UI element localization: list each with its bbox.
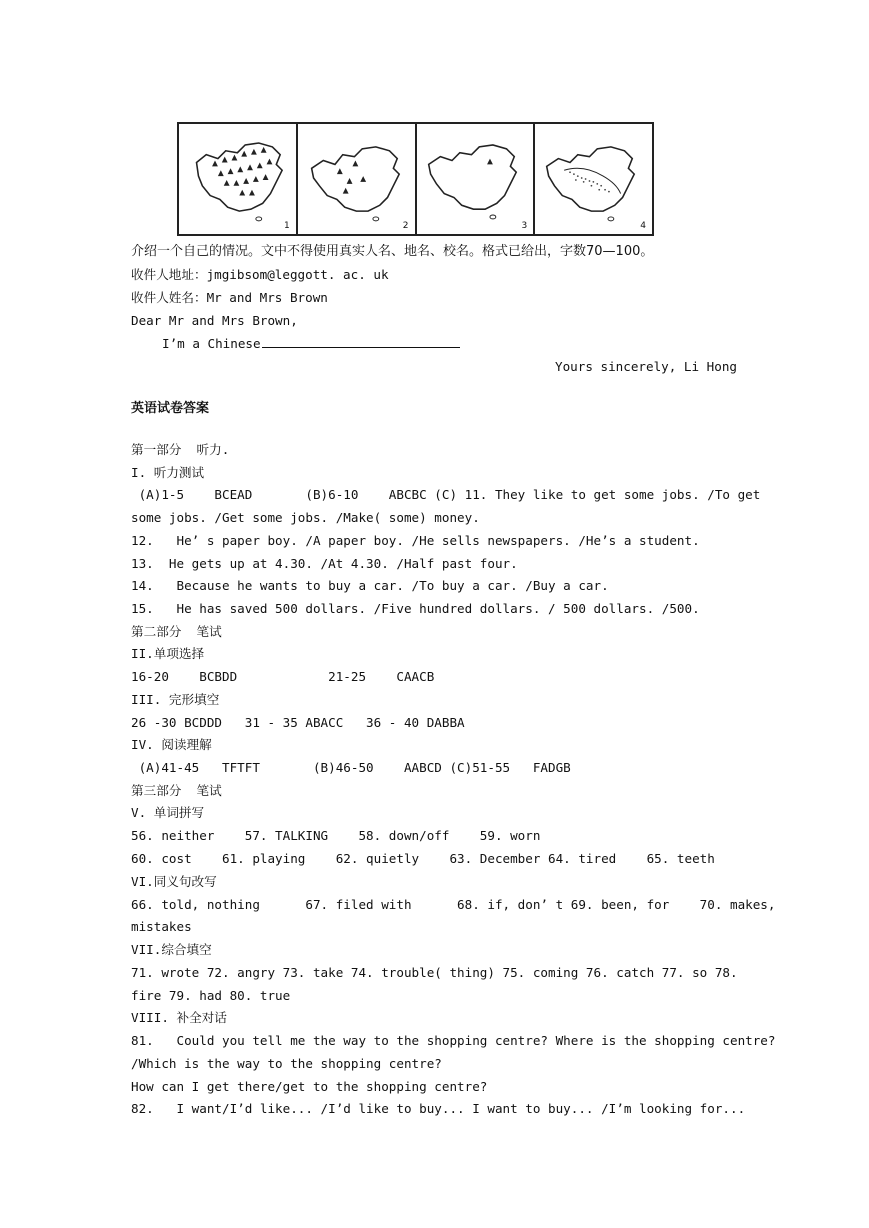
answer-line: 60. cost 61. playing 62. quietly 63. December 64. tired 65. teeth — [131, 851, 715, 866]
answer-line: 66. told, nothing 67. filed with 68. if, don’ t 69. been, for 70. makes, — [131, 897, 776, 912]
china-map-desert-illustration — [535, 124, 652, 234]
recipient-address: 收件人地址：jmgibsom@leggott. ac. uk — [131, 267, 389, 282]
writing-blank — [262, 346, 460, 348]
map-label-4: 4 — [640, 221, 646, 231]
answer-line: VIII. 补全对话 — [131, 1010, 227, 1025]
answer-line: VII.综合填空 — [131, 942, 212, 957]
china-maps-strip — [177, 122, 654, 236]
letter-closing: Yours sincerely, Li Hong — [555, 359, 737, 374]
map-label-2: 2 — [402, 221, 409, 231]
map-panel-4 — [535, 124, 652, 234]
answer-line: II.单项选择 — [131, 646, 205, 661]
map-panel-2 — [298, 124, 417, 234]
answer-line: 56. neither 57. TALKING 58. down/off 59. worn — [131, 828, 541, 843]
answer-line: V. 单词拼写 — [131, 805, 205, 820]
answer-line: 15. He has saved 500 dollars. /Five hundred dollars. / 500 dollars. /500. — [131, 601, 700, 616]
writing-instruction: 介绍一个自己的情况。文中不得使用真实人名、地名、校名。格式已给出，字数70—100。 — [131, 244, 654, 259]
answer-line: 26 -30 BCDDD 31 - 35 ABACC 36 - 40 DABBA — [131, 715, 465, 730]
answer-line: VI.同义句改写 — [131, 874, 217, 889]
answer-line: (A)1-5 BCEAD (B)6-10 ABCBC (C) 11. They like to get some jobs. /To get — [131, 487, 761, 502]
answers-title: 英语试卷答案 — [131, 401, 210, 416]
answer-line: 81. Could you tell me the way to the shopping centre? Where is the shopping centre? — [131, 1033, 776, 1048]
answer-line: 第三部分 笔试 — [131, 783, 222, 798]
answer-line: 16-20 BCBDD 21-25 CAACB — [131, 669, 435, 684]
answer-line: 71. wrote 72. angry 73. take 74. trouble( thing) 75. coming 76. catch 77. so 78. — [131, 965, 738, 980]
answer-line: How can I get there/get to the shopping centre? — [131, 1079, 488, 1094]
answer-line: 82. I want/I’d like... /I’d like to buy... I want to buy... /I’m looking for... — [131, 1101, 746, 1116]
letter-opening-line — [162, 333, 460, 357]
answer-line: 14. Because he wants to buy a car. /To buy a car. /Buy a car. — [131, 578, 609, 593]
answer-line: some jobs. /Get some jobs. /Make( some) money. — [131, 510, 480, 525]
china-map-single-tree-illustration — [417, 124, 534, 234]
answer-line: 12. He’ s paper boy. /A paper boy. /He sells newspapers. /He’s a student. — [131, 533, 700, 548]
map-label-1: 1 — [284, 221, 290, 231]
answer-line: 第一部分 听力. — [131, 442, 230, 457]
map-label-3: 3 — [521, 221, 528, 231]
answer-line: IV. 阅读理解 — [131, 737, 212, 752]
map-panel-1 — [179, 124, 298, 234]
map-panel-3 — [417, 124, 536, 234]
answer-line: 13. He gets up at 4.30. /At 4.30. /Half past four. — [131, 556, 518, 571]
answer-line: fire 79. had 80. true — [131, 988, 291, 1003]
china-map-trees-illustration — [179, 124, 296, 234]
answer-line: III. 完形填空 — [131, 692, 220, 707]
answer-line: (A)41-45 TFTFT (B)46-50 AABCD (C)51-55 FADGB — [131, 760, 571, 775]
china-map-fewer-trees-illustration — [298, 124, 415, 234]
answer-line: 第二部分 笔试 — [131, 624, 222, 639]
letter-opening: I’m a Chinese — [162, 336, 261, 351]
answer-line: mistakes — [131, 919, 192, 934]
recipient-name: 收件人姓名：Mr and Mrs Brown — [131, 290, 328, 305]
answer-line: /Which is the way to the shopping centre? — [131, 1056, 442, 1071]
letter-greeting: Dear Mr and Mrs Brown, — [131, 313, 298, 328]
answer-line: I. 听力测试 — [131, 465, 205, 480]
